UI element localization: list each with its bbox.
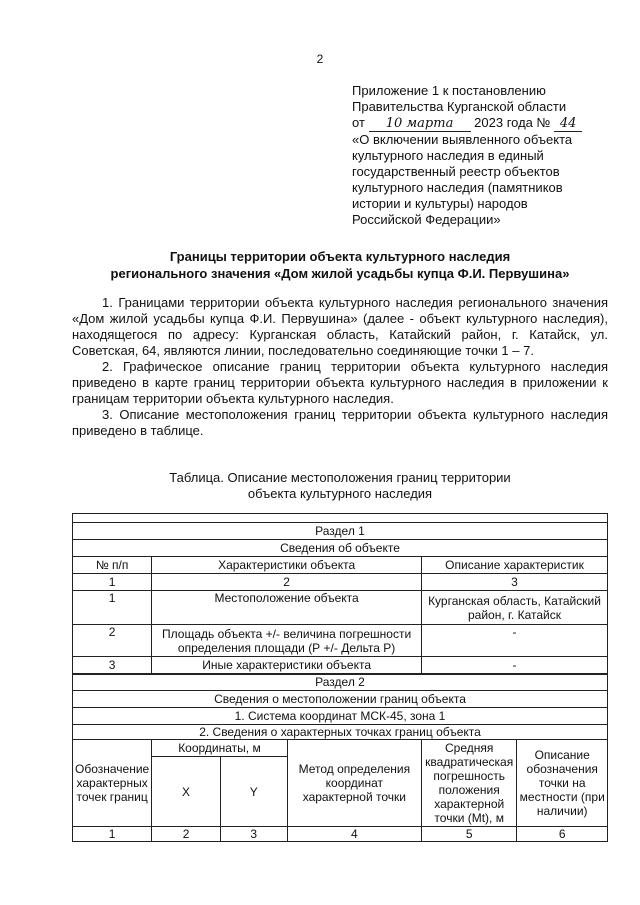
section2-subtitle: Сведения о местоположении границ объекта xyxy=(73,691,608,708)
y-header: Y xyxy=(220,757,287,827)
coordinates-header: Координаты, м xyxy=(152,740,287,757)
error-header: Средняя квадратическая погрешность положения характерной точки (Mt), м xyxy=(422,740,517,827)
table-row xyxy=(73,591,608,625)
table-row xyxy=(73,625,608,657)
page-number: 2 xyxy=(316,52,324,66)
description-cell: - xyxy=(422,657,608,674)
appendix-line: истории и культуры) народов xyxy=(352,196,528,211)
header-number-cell: 3 xyxy=(220,827,287,842)
location-header: Описание обозначения точки на местности (при наличии) xyxy=(517,740,608,827)
table-header-row xyxy=(73,557,608,574)
points-title-cell: 2. Сведения о характерных точках границ объекта xyxy=(73,725,608,740)
points-header-row xyxy=(73,740,608,757)
paragraph: 3. Описание местоположения границ территории объекта культурного наследия приведено в таблице. xyxy=(72,407,608,438)
appendix-line: Российской Федерации» xyxy=(352,212,501,227)
characteristic-cell: Местоположение объекта xyxy=(152,591,422,625)
section1-subtitle: Сведения об объекте xyxy=(73,540,608,557)
table-spacer-row xyxy=(73,514,608,523)
row-number-cell: 1 xyxy=(73,591,152,625)
appendix-line: Приложение 1 к постановлению xyxy=(352,83,546,98)
table-row xyxy=(73,674,608,691)
table-title-line: объекта культурного наследия xyxy=(247,486,433,501)
section2-title: Раздел 2 xyxy=(73,674,608,691)
paragraph: 2. Графическое описание границ территории объекта культурного наследия приведено в карте границ территории объекта культурного наследия в приложении к границам территории объекта культурного наследия. xyxy=(72,359,608,406)
boundaries-table xyxy=(72,513,608,842)
header-number-cell: 2 xyxy=(152,827,221,842)
from-label: от xyxy=(352,115,365,130)
header-number-cell: 2 xyxy=(152,574,422,591)
appendix-line: государственный реестр объектов xyxy=(352,164,560,179)
table-row xyxy=(73,691,608,708)
description-cell: - xyxy=(422,625,608,657)
coord-system-cell: 1. Система координат МСК-45, зона 1 xyxy=(73,708,608,725)
designation-header: Обозначение характерных точек границ xyxy=(73,740,152,827)
table-row xyxy=(73,708,608,725)
characteristic-cell: Площадь объекта +/- величина погрешности определения площади (Р +/- Дельта Р) xyxy=(152,625,422,657)
header-number-cell: 1 xyxy=(73,827,152,842)
year-text: 2023 года № xyxy=(474,115,551,130)
document-heading xyxy=(72,248,608,282)
appendix-date-line xyxy=(352,115,612,132)
header-cell: Описание характеристик xyxy=(422,557,608,574)
header-cell: Характеристики объекта xyxy=(152,557,422,574)
characteristic-cell: Иные характеристики объекта xyxy=(152,657,422,674)
paragraph: 1. Границами территории объекта культурного наследия регионального значения «Дом жилой усадьбы купца Ф.И. Первушина» (далее - объект культурного наследия), находящегося по адресу: Курганская область, Катайский район, г. Катайск, ул. Советская, 64, являются линии, последовательно соединяющие точки 1 – 7. xyxy=(72,295,608,358)
header-number-cell: 3 xyxy=(422,574,608,591)
header-number-cell: 4 xyxy=(287,827,421,842)
heading-line: Границы территории объекта культурного наследия xyxy=(169,249,511,264)
table-title-line: Таблица. Описание местоположения границ территории xyxy=(169,470,511,485)
table-title xyxy=(72,470,608,502)
body-text xyxy=(72,295,608,439)
header-number-cell: 6 xyxy=(517,827,608,842)
header-number-cell: 1 xyxy=(73,574,152,591)
appendix-line: «О включении выявленного объекта xyxy=(352,132,573,147)
handwritten-number: 44 xyxy=(554,117,582,132)
row-number-cell: 3 xyxy=(73,657,152,674)
table-row xyxy=(73,523,608,540)
description-cell: Курганская область, Катайский район, г. Катайск xyxy=(422,591,608,625)
table-row xyxy=(73,540,608,557)
appendix-line: культурного наследия (памятников xyxy=(352,180,563,195)
appendix-block xyxy=(352,83,612,228)
header-cell: № п/п xyxy=(73,557,152,574)
appendix-line: культурного наследия в единый xyxy=(352,148,544,163)
heading-line: регионального значения «Дом жилой усадьбы купца Ф.И. Первушина» xyxy=(110,266,570,281)
spacer-cell xyxy=(73,514,608,523)
handwritten-date: 10 марта xyxy=(369,117,471,132)
x-header: X xyxy=(152,757,221,827)
table-row xyxy=(73,725,608,740)
table-header-numbers-row xyxy=(73,574,608,591)
header-number-cell: 5 xyxy=(422,827,517,842)
table-row xyxy=(73,657,608,674)
method-header: Метод определения координат характерной точки xyxy=(287,740,421,827)
section1-title: Раздел 1 xyxy=(73,523,608,540)
row-number-cell: 2 xyxy=(73,625,152,657)
appendix-line: Правительства Курганской области xyxy=(352,99,567,114)
points-header-numbers-row xyxy=(73,827,608,842)
